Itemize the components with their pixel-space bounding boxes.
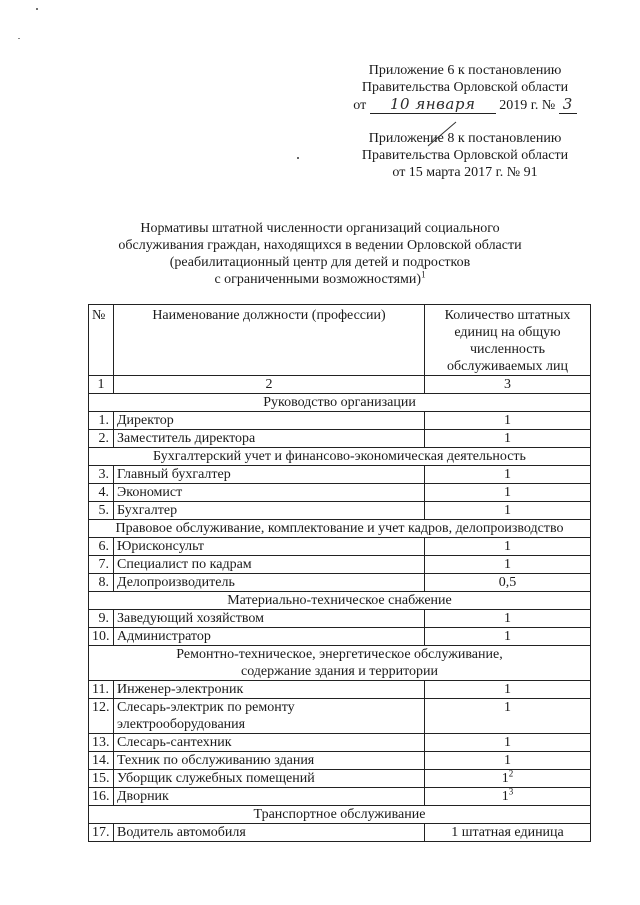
- heading-footnote-mark: 1: [421, 269, 426, 280]
- row-position-name: Заведующий хозяйством: [114, 610, 425, 628]
- table-row: [89, 502, 591, 520]
- section-row: [89, 806, 591, 824]
- row-count: [425, 734, 591, 752]
- row-number: 5.: [89, 502, 114, 520]
- section-title-line: содержание здания и территории: [240, 664, 438, 679]
- row-number: 10.: [89, 628, 114, 646]
- heading-line3: (реабилитационный центр для детей и подростков: [169, 255, 471, 270]
- row-position-name: Слесарь-сантехник: [114, 734, 425, 752]
- row-count: [425, 502, 591, 520]
- section-row: [89, 592, 591, 610]
- row-number: 4.: [89, 484, 114, 502]
- row-count: [425, 699, 591, 734]
- row-count-value: 1: [501, 771, 509, 786]
- column-number: 1: [89, 376, 114, 394]
- row-count-value: 1: [504, 413, 511, 428]
- row-count: [425, 574, 591, 592]
- staffing-table: [88, 304, 591, 842]
- row-number: 14.: [89, 752, 114, 770]
- row-count: [425, 430, 591, 448]
- table-row: [89, 574, 591, 592]
- heading-line1: Нормативы штатной численности организаций социального: [140, 221, 500, 236]
- row-position-name: Инженер-электроник: [114, 681, 425, 699]
- row-position-name: Техник по обслуживанию здания: [114, 752, 425, 770]
- heading-line2: обслуживания граждан, находящихся в ведении Орловской области: [118, 238, 522, 253]
- table-row: [89, 770, 591, 788]
- row-count: [425, 824, 591, 842]
- scan-speck: [36, 8, 38, 10]
- table-row: [89, 699, 591, 734]
- row-position-name: Специалист по кадрам: [114, 556, 425, 574]
- row-position-name: Юрисконсульт: [114, 538, 425, 556]
- row-position-name: Директор: [114, 412, 425, 430]
- row-position-name: Делопроизводитель: [114, 574, 425, 592]
- section-row: [89, 448, 591, 466]
- table-row: [89, 430, 591, 448]
- row-number: 7.: [89, 556, 114, 574]
- section-title: Бухгалтерский учет и финансово-экономическая деятельность: [89, 448, 591, 466]
- table-body: [89, 394, 591, 842]
- heading-line4: [120, 271, 520, 288]
- appendix-current-date: [320, 96, 610, 114]
- table-row: [89, 556, 591, 574]
- row-count: [425, 556, 591, 574]
- row-number: 15.: [89, 770, 114, 788]
- appendix-current-block: [320, 62, 610, 114]
- row-number: 12.: [89, 699, 114, 734]
- row-number: 9.: [89, 610, 114, 628]
- row-position-name: Слесарь-электрик по ремонту электрооборудования: [114, 699, 425, 734]
- appendix-original-line2: Правительства Орловской области: [361, 148, 569, 163]
- column-number: 3: [425, 376, 591, 394]
- header-num: №: [89, 305, 114, 376]
- section-title: [89, 646, 591, 681]
- scan-speck: [297, 157, 299, 159]
- scan-speck: [18, 38, 20, 39]
- row-count-value: 1: [504, 753, 511, 768]
- row-count-value: 1: [504, 629, 511, 644]
- column-number: 2: [114, 376, 425, 394]
- row-number: 6.: [89, 538, 114, 556]
- row-count: [425, 770, 591, 788]
- row-number: 3.: [89, 466, 114, 484]
- section-title: Материально-техническое снабжение: [89, 592, 591, 610]
- row-position-name: Дворник: [114, 788, 425, 806]
- row-count-value: 0,5: [498, 575, 517, 590]
- table-row: [89, 788, 591, 806]
- row-count-value: 1: [501, 789, 509, 804]
- row-number: 2.: [89, 430, 114, 448]
- row-count-footnote: 2: [508, 768, 514, 779]
- section-title-line: Ремонтно-техническое, энергетическое обслуживание,: [176, 647, 503, 662]
- table-row: [89, 824, 591, 842]
- table-header-row: [89, 305, 591, 376]
- section-title: Руководство организации: [89, 394, 591, 412]
- column-number-row: [89, 376, 591, 394]
- row-count: [425, 412, 591, 430]
- row-position-name: Водитель автомобиля: [114, 824, 425, 842]
- row-number: 11.: [89, 681, 114, 699]
- row-count-value: 1: [504, 503, 511, 518]
- row-position-name: Заместитель директора: [114, 430, 425, 448]
- row-number: 16.: [89, 788, 114, 806]
- row-number: 1.: [89, 412, 114, 430]
- appendix-original-block: [320, 130, 610, 181]
- table-row: [89, 538, 591, 556]
- row-count-value: 1: [504, 485, 511, 500]
- row-count-value: 1: [504, 431, 511, 446]
- header-count: Количество штатных единиц на общую численность обслуживаемых лиц: [425, 305, 591, 376]
- row-count-value: 1: [504, 682, 511, 697]
- row-count: [425, 610, 591, 628]
- row-count-footnote: 3: [508, 786, 514, 797]
- row-number: 17.: [89, 824, 114, 842]
- row-count-value: 1: [504, 467, 511, 482]
- table-row: [89, 412, 591, 430]
- table-row: [89, 610, 591, 628]
- table-row: [89, 734, 591, 752]
- row-position-name: Экономист: [114, 484, 425, 502]
- appendix-original-line1: Приложение 8 к постановлению: [368, 131, 562, 146]
- row-count-value: 1: [504, 539, 511, 554]
- row-count: [425, 628, 591, 646]
- appendix-original-line3: от 15 марта 2017 г. № 91: [392, 165, 538, 180]
- row-count: [425, 466, 591, 484]
- date-prefix: от: [353, 98, 367, 113]
- row-count-value: 1 штатная единица: [451, 825, 564, 840]
- heading-line4-text: с ограниченными возможностями): [214, 272, 422, 287]
- row-count-value: 1: [504, 700, 511, 715]
- section-title: Транспортное обслуживание: [89, 806, 591, 824]
- table-row: [89, 681, 591, 699]
- table-row: [89, 752, 591, 770]
- row-count: [425, 484, 591, 502]
- row-count-value: 1: [504, 557, 511, 572]
- row-number: 8.: [89, 574, 114, 592]
- section-row: [89, 646, 591, 681]
- row-count: [425, 752, 591, 770]
- row-count: [425, 788, 591, 806]
- date-suffix: 2019 г. №: [499, 98, 556, 113]
- row-count-value: 1: [504, 735, 511, 750]
- row-number: 13.: [89, 734, 114, 752]
- row-position-name: Бухгалтер: [114, 502, 425, 520]
- appendix-current-line2: Правительства Орловской области: [361, 80, 569, 95]
- row-position-name: Уборщик служебных помещений: [114, 770, 425, 788]
- section-row: [89, 394, 591, 412]
- row-count-value: 1: [504, 611, 511, 626]
- section-row: [89, 520, 591, 538]
- row-count: [425, 538, 591, 556]
- appendix-current-line1: Приложение 6 к постановлению: [368, 63, 562, 78]
- header-name: Наименование должности (профессии): [114, 305, 425, 376]
- row-position-name: Администратор: [114, 628, 425, 646]
- table-row: [89, 628, 591, 646]
- table-row: [89, 466, 591, 484]
- handwritten-date: 10 января: [370, 96, 496, 114]
- table-row: [89, 484, 591, 502]
- row-count: [425, 681, 591, 699]
- section-title: Правовое обслуживание, комплектование и учет кадров, делопроизводство: [89, 520, 591, 538]
- document-heading: [120, 220, 520, 288]
- handwritten-number: 3: [559, 96, 577, 114]
- row-position-name: Главный бухгалтер: [114, 466, 425, 484]
